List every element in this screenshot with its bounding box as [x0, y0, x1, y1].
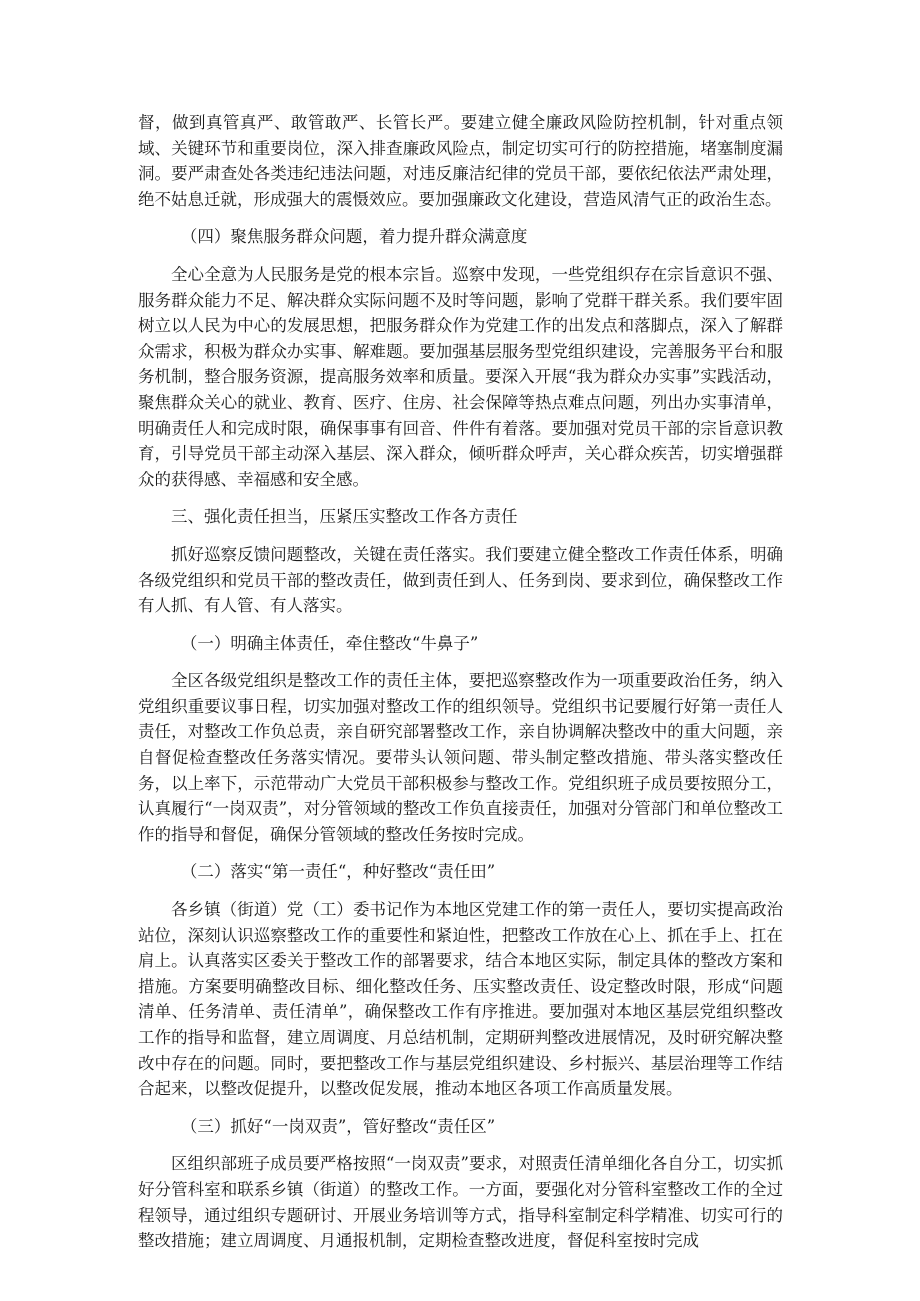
paragraph: 各乡镇（街道）党（工）委书记作为本地区党建工作的第一责任人，要切实提高政治站位，深刻认识巡察整改工作的重要性和紧迫性，把整改工作放在心上、抓在手上、扛在肩上。认真落实区委关于整改工作的部署要求，结合本地区实际，制定具体的整改方案和措施。方案要明确整改目标、细化整改任务、压实整改责任、设定整改时限，形成“问题清单、任务清单、责任清单”，确保整改工作有序推进。要加强对本地区基层党组织整改工作的指导和监督，建立周调度、月总结机制，定期研判整改进展情况，及时研究解决整改中存在的问题。同时，要把整改工作与基层党组织建设、乡村振兴、基层治理等工作结合起来，以整改促提升，以整改促发展，推动本地区各项工作高质量发展。 — [138, 900, 783, 1099]
section-heading-2: （二）落实“第一责任“，种好整改“责任田” — [180, 862, 496, 882]
paragraph-continuation: 督，做到真管真严、敢管敢严、长管长严。要建立健全廉政风险防控机制，针对重点领域、关键环节和重要岗位，深入排查廉政风险点，制定切实可行的防控措施，堵塞制度漏洞。要严肃查处各类违纪违法问题，对违反廉洁纪律的党员干部，要依纪依法严肃处理，绝不姑息迁就，形成强大的震慑效应。要加强廉政文化建设，营造风清气正的政治生态。 — [138, 113, 783, 209]
paragraph: 全区各级党组织是整改工作的责任主体，要把巡察整改作为一项重要政治任务，纳入党组织重要议事日程，切实加强对整改工作的组织领导。党组织书记要履行好第一责任人责任，对整改工作负总责，亲自研究部署整改工作，亲自协调解决整改中的重大问题，亲自督促检查整改任务落实情况。要带头认领问题、带头制定整改措施、带头落实整改任务，以上率下，示范带动广大党员干部积极参与整改工作。党组织班子成员要按照分工，认真履行“一岗双责”，对分管领域的整改工作负直接责任，加强对分管部门和单位整改工作的指导和督促，确保分管领域的整改任务按时完成。 — [138, 671, 783, 844]
paragraph: 全心全意为人民服务是党的根本宗旨。巡察中发现，一些党组织存在宗旨意识不强、服务群众能力不足、解决群众实际问题不及时等问题，影响了党群干群关系。我们要牢固树立以人民为中心的发展思想，把服务群众作为党建工作的出发点和落脚点，深入了解群众需求，积极为群众办实事、解难题。要加强基层服务型党组织建设，完善服务平台和服务机制，整合服务资源，提高服务效率和质量。要深入开展“我为群众办实事”实践活动，聚焦群众关心的就业、教育、医疗、住房、社会保障等热点难点问题，列出办实事清单，明确责任人和完成时限，确保事事有回音、件件有着落。要加强对党员干部的宗旨意识教育，引导党员干部主动深入基层、深入群众，倾听群众呼声，关心群众疾苦，切实增强群众的获得感、幸福感和安全感。 — [138, 264, 783, 489]
paragraph: 抓好巡察反馈问题整改，关键在责任落实。我们要建立健全整改工作责任体系，明确各级党组织和党员干部的整改责任，做到责任到人、任务到岗、要求到位，确保整改工作有人抓、有人管、有人落实。 — [138, 544, 783, 616]
section-heading-3: （三）抓好“一岗双责”，管好整改“责任区” — [180, 1116, 496, 1136]
section-heading-1: （一）明确主体责任，牵住整改“牛鼻子” — [180, 633, 479, 653]
section-heading-4: （四）聚焦服务群众问题，着力提升群众满意度 — [180, 227, 528, 247]
document-page — [138, 110, 783, 1254]
paragraph: 区组织部班子成员要严格按照“一岗双责”要求，对照责任清单细化各自分工，切实抓好分管科室和联系乡镇（街道）的整改工作。一方面，要强化对分管科室整改工作的全过程领导，通过组织专题研讨、开展业务培训等方式，指导科室制定科学精准、切实可行的整改措施；建立周调度、月通报机制，定期检查整改进度，督促科室按时完成 — [138, 1154, 783, 1251]
chapter-heading-3: 三、强化责任担当，压紧压实整改工作各方责任 — [171, 507, 518, 527]
